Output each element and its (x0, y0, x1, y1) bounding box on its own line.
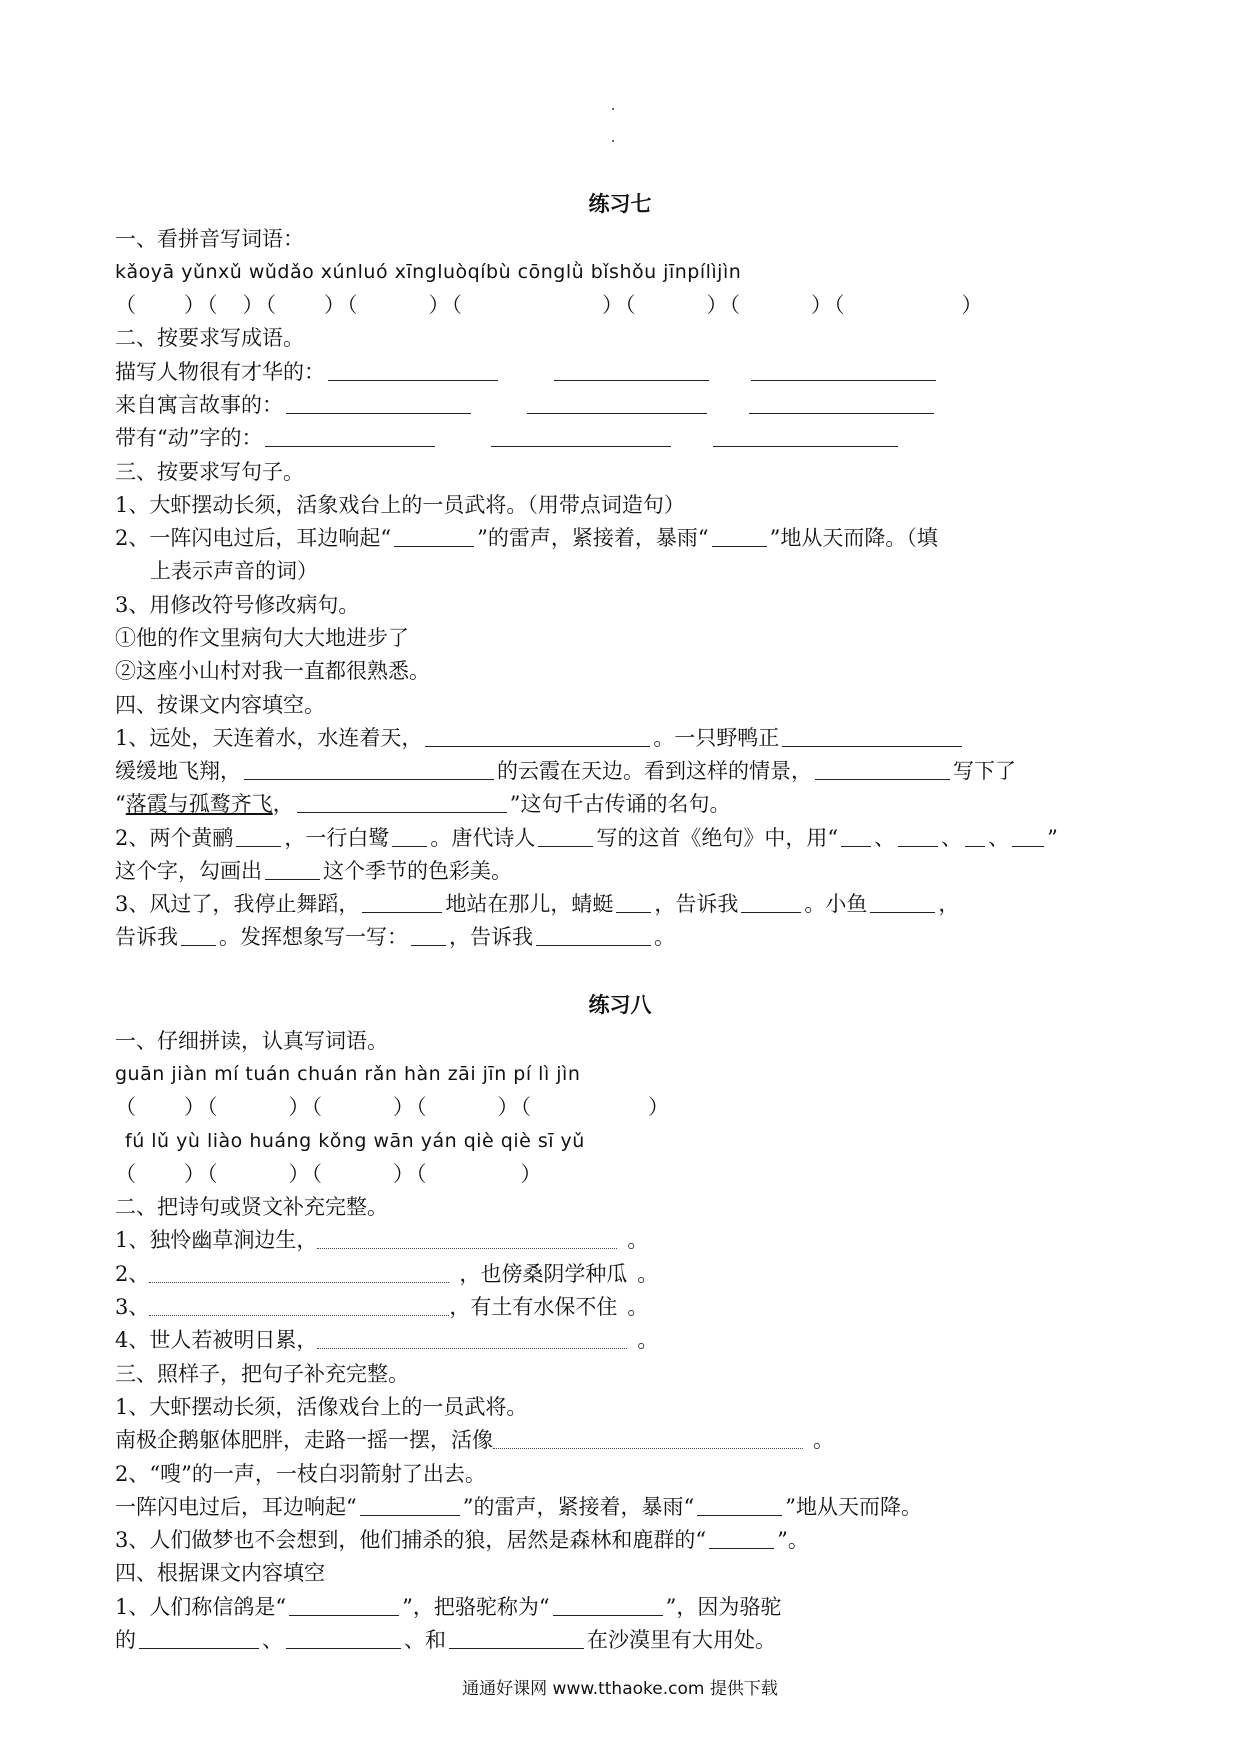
answer-blank[interactable] (394, 524, 474, 547)
ex7-s1-answer-parens: （ ）（ ）（ ）（ ）（ ）（ ）（ ）（ ） (115, 293, 985, 317)
answer-blank[interactable] (616, 890, 651, 913)
answer-blank[interactable] (741, 890, 801, 913)
answer-blank[interactable] (149, 1293, 449, 1316)
answer-blank[interactable] (493, 1426, 803, 1449)
ex8-s4-line-2: 的 、 、和 在沙漠里有大用处。 (115, 1628, 776, 1652)
scan-speck (612, 108, 614, 110)
answer-blank[interactable] (841, 824, 871, 847)
ex7-s3-q3: 3、用修改符号修改病句。 (115, 593, 360, 617)
ex7-s2-heading: 二、按要求写成语。 (115, 326, 304, 350)
exercise-8-title: 练习八 (588, 992, 652, 1017)
answer-blank[interactable] (286, 391, 471, 414)
ex8-s2-line-1: 1、独怜幽草涧边生， 。 (115, 1228, 649, 1252)
answer-blank[interactable] (362, 890, 442, 913)
ex8-s3-line-5: 3、人们做梦也不会想到，他们捕杀的狼，居然是森林和鹿群的“ ”。 (115, 1528, 809, 1552)
ex7-s4-line-7: 告诉我 。发挥想象写一写： ，告诉我 。 (115, 925, 675, 949)
ex7-s4-line-5: 这个字，勾画出 这个季节的色彩美。 (115, 859, 512, 883)
answer-blank[interactable] (538, 824, 593, 847)
ex7-s1-pinyin: kǎoyā yǔnxǔ wǔdǎo xúnluó xīngluòqíbù cōnglǜ bǐshǒu jīnpílìjìn (115, 261, 742, 283)
answer-blank[interactable] (782, 724, 962, 747)
footer-source: 通通好课网 www.tthaoke.com 提供下载 (462, 1679, 778, 1699)
answer-blank[interactable] (244, 757, 494, 780)
answer-blank[interactable] (411, 923, 446, 946)
ex8-s3-line-4: 一阵闪电过后，耳边响起“ ”的雷声，紧接着，暴雨“ ”地从天而降。 (115, 1495, 922, 1519)
answer-blank[interactable] (360, 1493, 460, 1516)
answer-blank[interactable] (898, 824, 938, 847)
ex8-s3-line-2: 南极企鹅躯体肥胖，走路一摇一摆，活像 。 (115, 1428, 834, 1452)
answer-blank[interactable] (317, 1326, 627, 1349)
answer-blank[interactable] (297, 790, 507, 813)
answer-blank[interactable] (265, 424, 435, 447)
ex8-s1-pinyin-2: fú lǔ yù liào huáng kǒng wān yán qiè qiè sī yǔ (125, 1130, 585, 1152)
ex8-s3-line-1: 1、大虾摆动长须，活像戏台上的一员武将。 (115, 1395, 528, 1419)
ex7-s4-line-6: 3、风过了，我停止舞蹈， 地站在那儿，蜻蜓 ，告诉我 。小鱼 ， (115, 892, 960, 916)
ex8-s2-line-2: 2、 ，也傍桑阴学种瓜 。 (115, 1262, 659, 1286)
ex8-s2-line-4: 4、世人若被明日累， 。 (115, 1328, 659, 1352)
ex7-s4-line-3: “落霞与孤鹜齐飞， ”这句千古传诵的名句。 (115, 792, 731, 816)
ex8-s2-line-3: 3、 ，有土有水保不住 。 (115, 1295, 649, 1319)
ex7-s3-q2-cont: 上表示声音的词） (150, 559, 318, 583)
ex7-s2-item-2: 来自寓言故事的： (115, 388, 1180, 422)
ex8-s1-pinyin-1: guān jiàn mí tuán chuán rǎn hàn zāi jīn pí lì jìn (115, 1063, 581, 1085)
ex7-s3-q3a: ①他的作文里病句大大地进步了 (115, 626, 409, 650)
ex8-s2-heading: 二、把诗句或贤文补充完整。 (115, 1195, 388, 1219)
ex8-s4-heading: 四、根据课文内容填空 (115, 1561, 325, 1585)
ex8-s4-line-1: 1、人们称信鸽是“ ”，把骆驼称为“ ”，因为骆驼 (115, 1595, 782, 1619)
answer-blank[interactable] (751, 358, 936, 381)
ex8-s1-parens-1: （ ）（ ）（ ）（ ）（ ） (115, 1095, 671, 1119)
ex7-s4-line-1: 1、远处，天连着水，水连着天， 。一只野鸭正 (115, 721, 1180, 755)
answer-blank[interactable] (712, 524, 767, 547)
answer-blank[interactable] (286, 1626, 401, 1649)
ex7-s3-q1: 1、大虾摆动长须，活象戏台上的一员武将。（用带点词造句） (115, 493, 685, 517)
ex7-s2-item-1: 描写人物很有才华的： (115, 355, 1180, 389)
ex7-s1-heading: 一、看拼音写词语： (115, 227, 304, 251)
ex7-s3-q2: 2、一阵闪电过后，耳边响起“ ”的雷声，紧接着，暴雨“ ”地从天而降。（填 (115, 526, 938, 550)
ex8-s1-parens-2: （ ）（ ）（ ）（ ） (115, 1162, 544, 1186)
ex7-s2-item-3: 带有“动”字的： (115, 421, 1180, 455)
ex8-s3-line-3: 2、“嗖”的一声，一枝白羽箭射了出去。 (115, 1462, 486, 1486)
answer-blank[interactable] (965, 824, 985, 847)
answer-blank[interactable] (870, 890, 935, 913)
scan-speck (612, 140, 614, 142)
ex8-s3-heading: 三、照样子，把句子补充完整。 (115, 1362, 409, 1386)
answer-blank[interactable] (425, 724, 650, 747)
answer-blank[interactable] (149, 1260, 449, 1283)
answer-blank[interactable] (392, 824, 427, 847)
answer-blank[interactable] (1012, 824, 1044, 847)
answer-blank[interactable] (328, 358, 498, 381)
answer-blank[interactable] (709, 1526, 774, 1549)
ex7-s4-heading: 四、按课文内容填空。 (115, 693, 325, 717)
answer-blank[interactable] (554, 358, 709, 381)
ex7-s3-q3b: ②这座小山村对我一直都很熟悉。 (115, 659, 430, 683)
answer-blank[interactable] (236, 824, 281, 847)
ex7-s3-heading: 三、按要求写句子。 (115, 460, 304, 484)
answer-blank[interactable] (181, 923, 216, 946)
answer-blank[interactable] (749, 391, 934, 414)
answer-blank[interactable] (265, 857, 320, 880)
answer-blank[interactable] (553, 1593, 663, 1616)
ex7-s4-line-4: 2、两个黄鹂 ，一行白鹭 。唐代诗人 写的这首《绝句》中，用“ 、 、 、 ” (115, 826, 1058, 850)
exercise-7-title: 练习七 (588, 191, 652, 216)
answer-blank[interactable] (815, 757, 950, 780)
answer-blank[interactable] (697, 1493, 782, 1516)
answer-blank[interactable] (449, 1626, 584, 1649)
ex7-s4-line-2: 缓缓地飞翔， 的云霞在天边。看到这样的情景， 写下了 (115, 759, 1016, 783)
answer-blank[interactable] (491, 424, 671, 447)
answer-blank[interactable] (536, 923, 651, 946)
answer-blank[interactable] (139, 1626, 259, 1649)
answer-blank[interactable] (289, 1593, 399, 1616)
answer-blank[interactable] (317, 1226, 617, 1249)
answer-blank[interactable] (527, 391, 707, 414)
answer-blank[interactable] (713, 424, 898, 447)
ex8-s1-heading: 一、仔细拼读，认真写词语。 (115, 1029, 388, 1053)
